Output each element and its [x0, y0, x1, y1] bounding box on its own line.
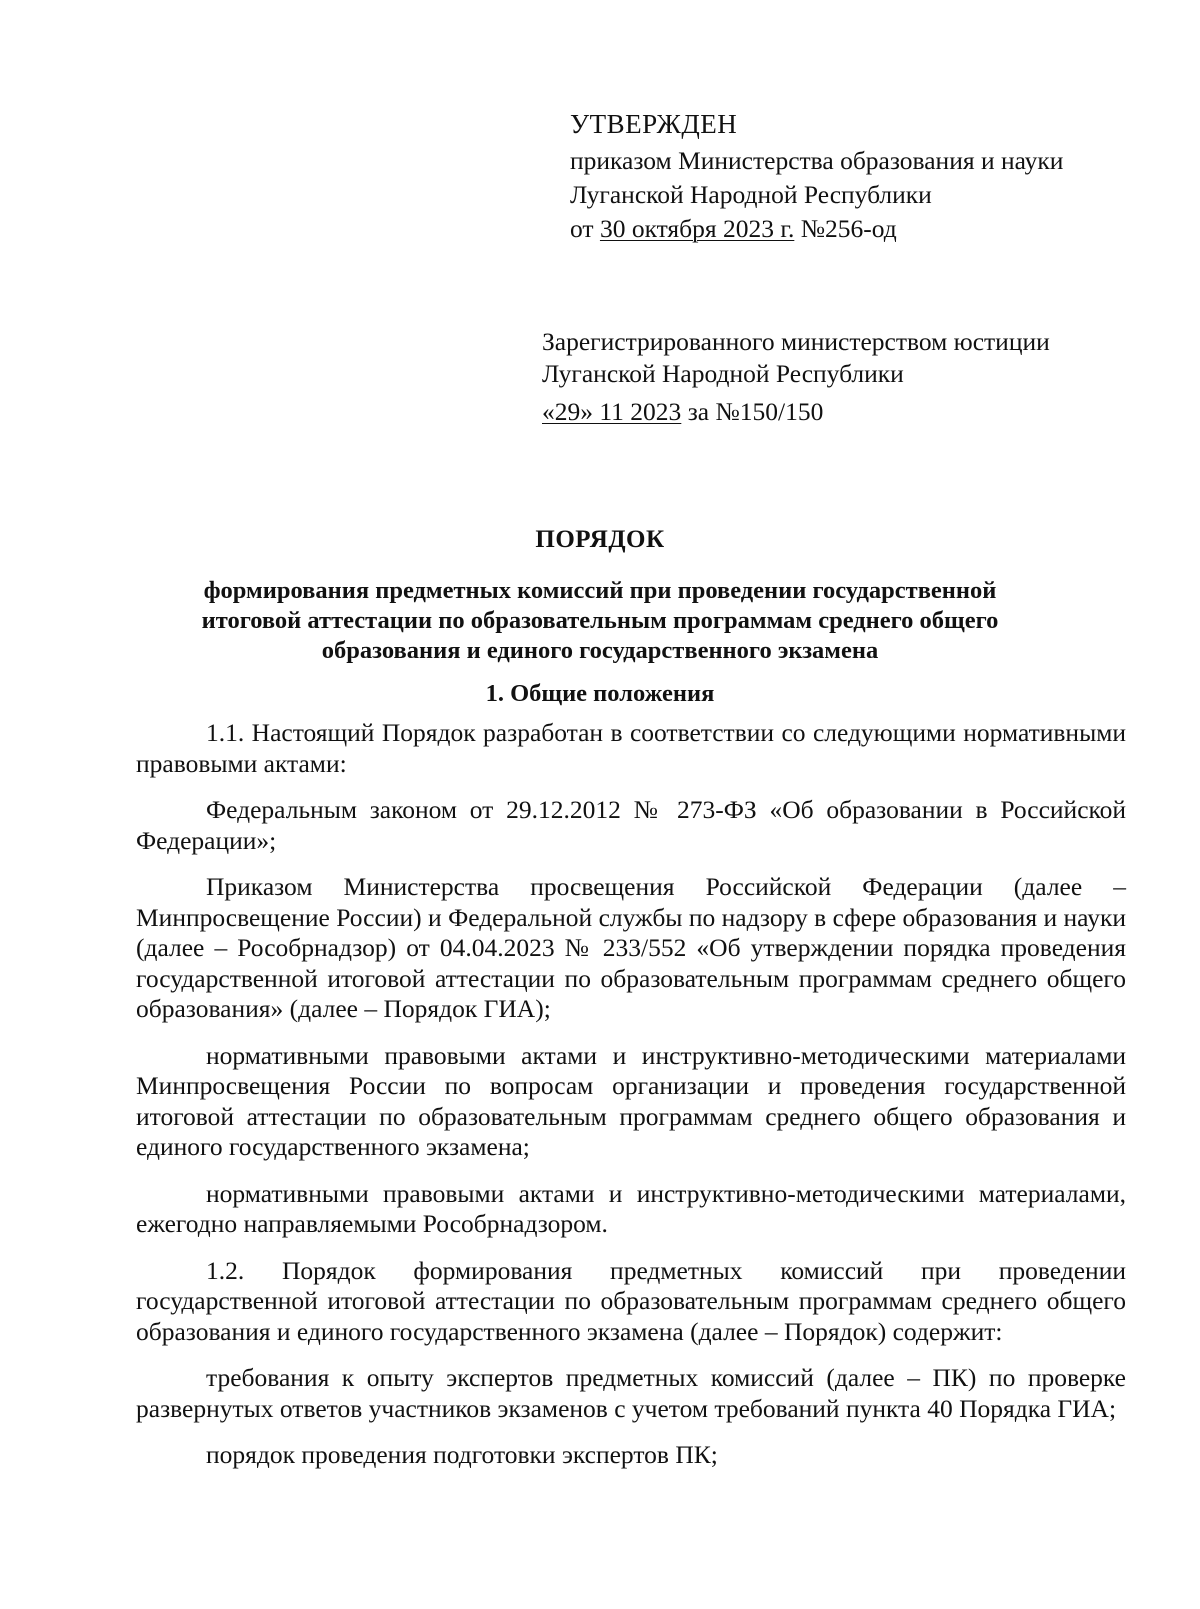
paragraph-normative-acts: нормативными правовыми актами и инструктивно-методическими материалами Минпросвещения России по вопросам организации и проведения государственной итоговой аттестации по образовательным программам среднего общего образования и единого государственного экзамена;	[136, 1040, 1126, 1161]
approval-line-1: приказом Министерства образования и науки	[570, 146, 1064, 175]
subtitle-line-1: формирования предметных комиссий при проведении государственной	[203, 577, 997, 604]
approval-number: №256-од	[794, 214, 897, 243]
registration-date: «29» 11 2023	[542, 397, 682, 426]
paragraph-federal-law: Федеральным законом от 29.12.2012 № 273-ФЗ «Об образовании в Российской Федерации»;	[136, 795, 1126, 855]
registration-stamp	[542, 326, 1050, 428]
document-title: ПОРЯДОК	[535, 526, 665, 553]
paragraph-training: порядок проведения подготовки экспертов ПК;	[206, 1440, 718, 1469]
document-body	[136, 718, 1126, 1487]
approval-date: 30 октября 2023 г.	[599, 214, 795, 243]
paragraph-1-1: 1.1. Настоящий Порядок разработан в соответствии со следующими нормативными правовыми актами:	[136, 718, 1126, 778]
registration-number-line	[542, 396, 1050, 428]
paragraph-order: Приказом Министерства просвещения Российской Федерации (далее – Минпросвещение России) и Федеральной службы по надзору в сфере образования и науки (далее – Рособрнадзор) от 04.04.2023 № 233/552 «Об утверждении порядка проведения государственной итоговой аттестации по образовательным программам среднего общего образования» (далее – Порядок ГИА);	[136, 872, 1126, 1023]
registration-line-2: Луганской Народной Республики	[542, 359, 904, 388]
paragraph-requirements: требования к опыту экспертов предметных комиссий (далее – ПК) по проверке развернутых ответов участников экзаменов с учетом требований пункта 40 Порядка ГИА;	[136, 1363, 1126, 1423]
approval-line-2: Луганской Народной Республики	[570, 180, 932, 209]
registration-line-1: Зарегистрированного министерством юстиции	[542, 327, 1050, 356]
section-heading: 1. Общие положения	[485, 680, 715, 707]
subtitle-line-2: итоговой аттестации по образовательным программам среднего общего	[201, 607, 999, 634]
approval-heading: УТВЕРЖДЕН	[570, 109, 738, 139]
paragraph-rosobrnadzor: нормативными правовыми актами и инструктивно-методическими материалами, ежегодно направляемыми Рособрнадзором.	[136, 1178, 1126, 1238]
paragraph-1-2: 1.2. Порядок формирования предметных комиссий при проведении государственной итоговой аттестации по образовательным программам среднего общего образования и единого государственного экзамена (далее – Порядок) содержит:	[136, 1255, 1126, 1346]
approval-prefix: от	[570, 214, 600, 243]
approval-stamp	[570, 104, 1063, 246]
registration-number: за №150/150	[681, 397, 824, 426]
document-subtitle	[0, 576, 1200, 666]
subtitle-line-3: образования и единого государственного экзамена	[321, 637, 879, 664]
approval-date-line	[570, 212, 1063, 246]
